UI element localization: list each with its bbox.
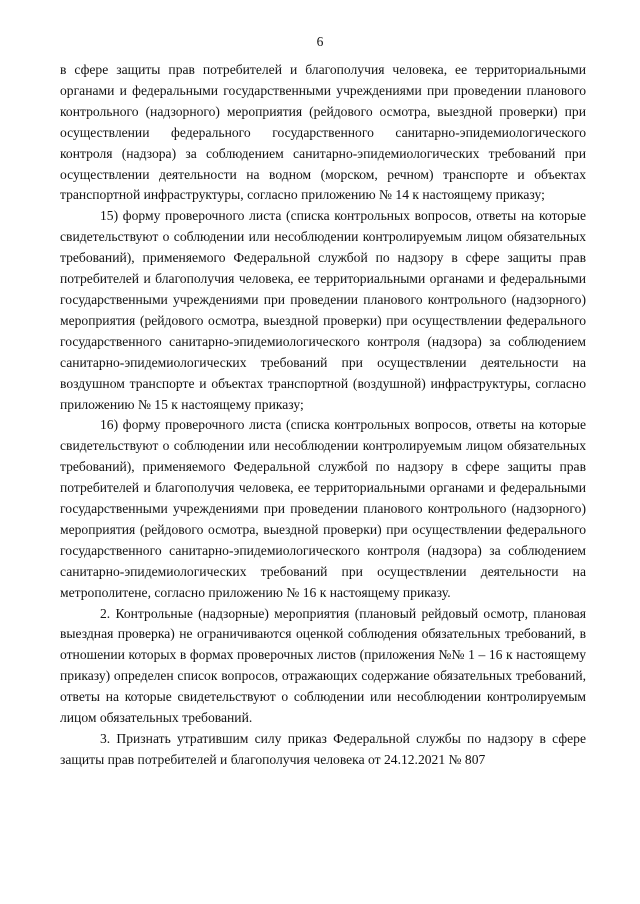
- paragraph-continuation-item-14: в сфере защиты прав потребителей и благополучия человека, ее территориальными органами и федеральными государственными учреждениями при проведении планового контрольного (надзорного) мероприятия (рейдового осмотра, выездной проверки) при осуществлении федерального государственного санитарно-эпидемиологического контроля (надзора) за соблюдением санитарно-эпидемиологических требований при осуществлении деятельности на водном (морском, речном) транспорте и объектах транспортной инфраструктуры, согласно приложению № 14 к настоящему приказу;: [60, 62, 586, 203]
- document-body: [60, 60, 586, 771]
- paragraph-clause-3: 3. Признать утратившим силу приказ Федеральной службы по надзору в сфере защиты прав потребителей и благополучия человека от 24.12.2021 № 807: [60, 731, 586, 767]
- paragraph-clause-2: 2. Контрольные (надзорные) мероприятия (плановый рейдовый осмотр, плановая выездная проверка) не ограничиваются оценкой соблюдения обязательных требований, в отношении которых в формах проверочных листов (приложения №№ 1 – 16 к настоящему приказу) определен список вопросов, отражающих содержание обязательных требований, ответы на которые свидетельствуют о соблюдении или несоблюдении контролируемым лицом обязательных требований.: [60, 605, 586, 726]
- paragraph-item-16: 16) форму проверочного листа (списка контрольных вопросов, ответы на которые свидетельствуют о соблюдении или несоблюдении контролируемым лицом обязательных требований), применяемого Федеральной службой по надзору в сфере защиты прав потребителей и благополучия человека, ее территориальными органами и федеральными государственными учреждениями при проведении планового контрольного (надзорного) мероприятия (рейдового осмотра, выездной проверки) при осуществлении федерального государственного санитарно-эпидемиологического контроля (надзора) за соблюдением санитарно-эпидемиологических требований при осуществлении деятельности на метрополитене, согласно приложению № 16 к настоящему приказу.: [60, 417, 586, 600]
- paragraph-item-15: 15) форму проверочного листа (списка контрольных вопросов, ответы на которые свидетельствуют о соблюдении или несоблюдении контролируемым лицом обязательных требований), применяемого Федеральной службой по надзору в сфере защиты прав потребителей и благополучия человека, ее территориальными органами и федеральными государственными учреждениями при проведении планового контрольного (надзорного) мероприятия (рейдового осмотра, выездной проверки) при осуществлении федерального государственного санитарно-эпидемиологического контроля (надзора) за соблюдением санитарно-эпидемиологических требований при осуществлении деятельности на воздушном транспорте и объектах транспортной (воздушной) инфраструктуры, согласно приложению № 15 к настоящему приказу;: [60, 208, 586, 412]
- page-number: 6: [316, 34, 324, 49]
